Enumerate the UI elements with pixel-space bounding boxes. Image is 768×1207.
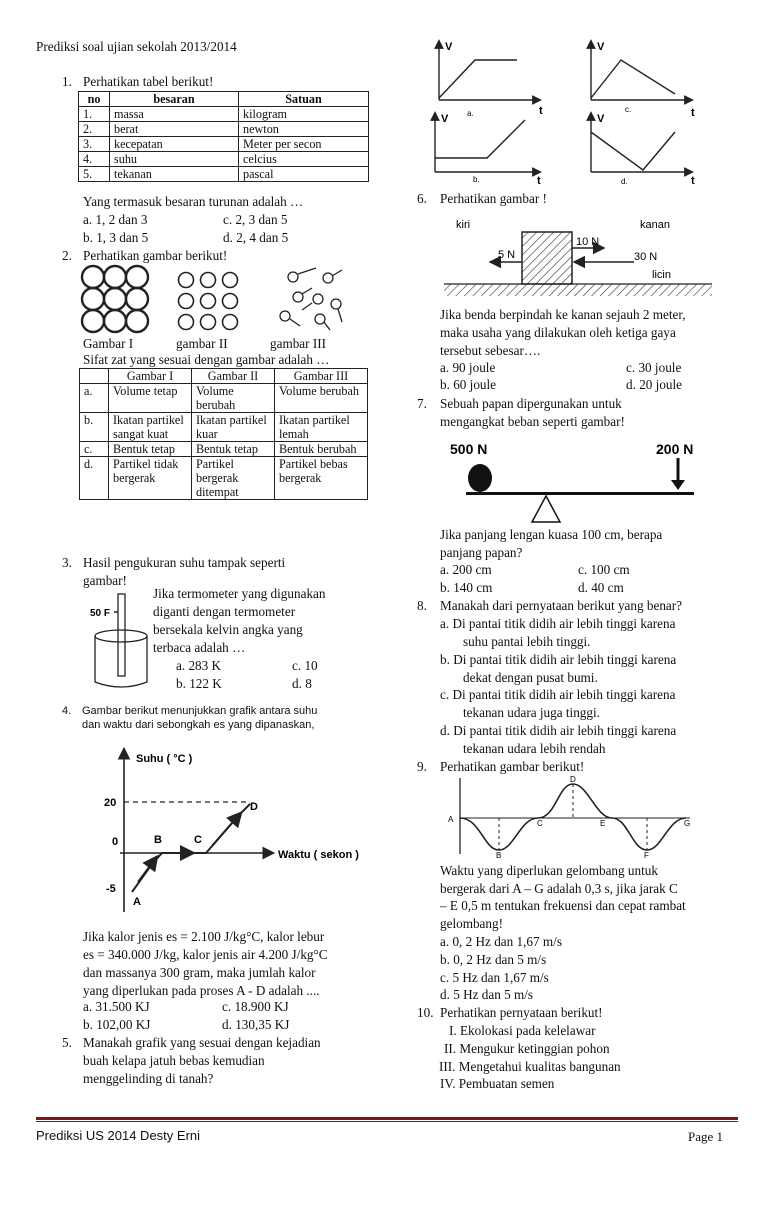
table-cell: 2. [79,122,110,137]
q4-number: 4. [62,705,72,717]
table-cell: a. [80,384,109,413]
wave-point-f: F [644,851,649,858]
table-cell: 3. [79,137,110,152]
q7-line-2: mengangkat beban seperti gambar! [440,414,625,429]
q9-option-c: c. 5 Hz dan 1,67 m/s [440,970,549,985]
table-cell: Partikel tidak bergerak [109,457,192,500]
q10-item-2: II. Mengukur ketinggian pohon [444,1041,610,1056]
wave-diagram [444,774,700,858]
gambar-i-caption: Gambar I [83,336,134,351]
table-cell: Partikel bebas bergerak [275,457,368,500]
lever-diagram [446,436,706,526]
t-label: t [537,175,541,187]
q9-paragraph-1: Waktu yang diperlukan gelombang untuk [440,863,658,878]
footer-rule-thin [36,1121,738,1122]
v-label: V [597,41,605,53]
q5-line-1: Manakah grafik yang sesuai dengan kejadian [83,1035,321,1050]
label-licin: licin [652,269,671,281]
q9-text: Perhatikan gambar berikut! [440,759,585,774]
table-row [79,152,369,167]
q6-option-c: c. 30 joule [626,360,682,375]
graph-x-label: Waktu ( sekon ) [278,849,359,861]
table-header: Gambar II [192,369,275,384]
q7-option-c: c. 100 cm [578,562,630,577]
v-label: V [441,113,449,125]
table-header [80,369,109,384]
force-10n-label: 10 N [576,236,600,248]
point-a: A [133,896,141,908]
temperature-time-graph [100,742,390,918]
q4-option-a: a. 31.500 KJ [83,999,150,1014]
q5-number: 5. [62,1035,72,1050]
q3-desc-2: diganti dengan termometer [153,604,296,619]
q6-paragraph-1: Jika benda berpindah ke kanan sejauh 2 meter, [440,307,686,322]
table-header-row [79,92,369,107]
q10-number: 10. [417,1005,434,1020]
q4-option-b: b. 102,00 KJ [83,1017,151,1032]
q3-desc-4: terbaca adalah … [153,640,246,655]
q7-paragraph-2: panjang papan? [440,545,523,560]
wave-point-b: B [496,851,502,858]
q3-option-d: d. 8 [292,676,312,691]
q3-text-1: Hasil pengukuran suhu tampak seperti [83,555,286,570]
graph-y-label: Suhu ( °C ) [136,753,193,765]
wave-point-a: A [448,815,454,824]
table-cell: newton [239,122,369,137]
q4-line-2: dan waktu dari sebongkah es yang dipanaskan, [82,719,315,731]
q1-option-a: a. 1, 2 dan 3 [83,212,148,227]
v-label: V [597,113,605,125]
table-cell: kilogram [239,107,369,122]
graph-d-caption: d. [621,177,628,186]
q3-option-c: c. 10 [292,658,318,673]
q8-option-b-1: b. Di pantai titik didih air lebih tinggi karena [440,652,677,667]
q6-text: Perhatikan gambar ! [440,191,547,206]
gambar-ii-caption: gambar II [176,336,228,351]
footer-page-number: Page 1 [688,1129,724,1144]
graph-a-caption: a. [467,109,474,118]
t-label: t [539,105,543,117]
tick-20: 20 [104,797,117,809]
velocity-time-graphs [425,36,715,188]
q4-paragraph-1: Jika kalor jenis es = 2.100 J/kg°C, kalor lebur [83,929,325,944]
graph-option-b [435,116,537,172]
table-cell: Meter per secon [239,137,369,152]
table-header: no [79,92,110,107]
label-kiri: kiri [456,219,471,231]
thermometer-diagram [86,592,152,692]
table-row [79,122,369,137]
table-cell: b. [80,413,109,442]
graph-option-c [591,44,689,100]
q7-option-d: d. 40 cm [578,580,624,595]
q6-option-d: d. 20 joule [626,377,683,392]
q4-line-1: Gambar berikut menunjukkan grafik antara suhu [82,705,318,717]
q1-prompt: Yang termasuk besaran turunan adalah … [83,194,304,209]
graph-option-d [591,116,689,172]
load-500n-label: 500 N [450,441,488,457]
q5-line-2: buah kelapa jatuh bebas kemudian [83,1053,265,1068]
table-cell: 4. [79,152,110,167]
t-label: t [691,175,695,187]
table-cell: Bentuk tetap [109,442,192,457]
table-row [80,457,368,500]
effort-200n-label: 200 N [656,441,694,457]
table-cell: 1. [79,107,110,122]
q1-option-b: b. 1, 3 dan 5 [83,230,149,245]
thermometer-reading-label: 50 F [90,608,111,619]
table-cell: pascal [239,167,369,182]
q10-item-4: IV. Pembuatan semen [440,1076,555,1091]
t-label: t [691,107,695,119]
q6-number: 6. [417,191,427,206]
footer-rule [36,1117,738,1120]
q3-option-b: b. 122 K [176,676,222,691]
wave-point-e: E [600,819,606,828]
q2-table [79,368,368,500]
q1-text: Perhatikan tabel berikut! [83,74,214,89]
q10-text: Perhatikan pernyataan berikut! [440,1005,603,1020]
q7-line-1: Sebuah papan dipergunakan untuk [440,396,622,411]
q9-paragraph-4: gelombang! [440,916,503,931]
point-c: C [194,834,202,846]
point-b: B [154,834,162,846]
table-row [80,413,368,442]
table-cell: kecepatan [110,137,239,152]
gambar-iii-gas-particles [280,268,342,330]
q1-option-d: d. 2, 4 dan 5 [223,230,289,245]
force-5n-label: 5 N [498,249,516,261]
gambar-ii-liquid-particles [179,273,238,330]
wave-point-c: C [537,819,543,828]
page-header: Prediksi soal ujian sekolah 2013/2014 [36,39,237,54]
table-cell: Ikatan partikel kuar [192,413,275,442]
q1-number: 1. [62,74,72,89]
forces-on-block-diagram [444,214,714,300]
q8-option-c-2: tekanan udara juga tinggi. [463,705,600,720]
table-cell: Bentuk tetap [192,442,275,457]
tick-minus-5: -5 [106,883,116,895]
graph-b-caption: b. [473,175,480,184]
q6-option-a: a. 90 joule [440,360,496,375]
table-cell: Partikel bergerak ditempat [192,457,275,500]
q3-desc-1: Jika termometer yang digunakan [153,586,326,601]
graph-option-a [439,44,537,100]
q6-paragraph-2: maka usaha yang dilakukan oleh ketiga gaya [440,325,676,340]
point-d: D [250,801,258,813]
q4-paragraph-2: es = 340.000 J/kg, kalor jenis air 4.200 J/kg°C [83,947,328,962]
q8-option-d-2: tekanan udara lebih rendah [463,741,606,756]
q3-desc-3: bersekala kelvin angka yang [153,622,303,637]
q4-option-c: c. 18.900 KJ [222,999,289,1014]
q9-option-d: d. 5 Hz dan 5 m/s [440,987,534,1002]
table-cell: 5. [79,167,110,182]
v-label: V [445,41,453,53]
q8-option-b-2: dekat dengan pusat bumi. [463,670,598,685]
q10-item-1: I. Ekolokasi pada kelelawar [449,1023,596,1038]
table-cell: c. [80,442,109,457]
table-cell: d. [80,457,109,500]
table-row [79,137,369,152]
q6-option-b: b. 60 joule [440,377,497,392]
q2-prompt: Sifat zat yang sesuai dengan gambar adalah … [83,352,330,367]
q9-number: 9. [417,759,427,774]
q9-paragraph-3: – E 0,5 m tentukan frekuensi dan cepat rambat [440,898,686,913]
table-row [80,384,368,413]
particle-diagrams [80,264,360,336]
q8-option-a-2: suhu pantai lebih tinggi. [463,634,591,649]
q4-option-d: d. 130,35 KJ [222,1017,290,1032]
table-cell: Bentuk berubah [275,442,368,457]
table-header: Gambar I [109,369,192,384]
q4-paragraph-4: yang diperlukan pada proses A - D adalah .... [83,983,320,998]
wave-point-d: D [570,775,576,784]
table-cell: tekanan [110,167,239,182]
q1-table [78,91,369,182]
q7-option-b: b. 140 cm [440,580,493,595]
table-cell: massa [110,107,239,122]
q6-paragraph-3: tersebut sebesar…. [440,343,541,358]
q2-text: Perhatikan gambar berikut! [83,248,228,263]
q7-paragraph-1: Jika panjang lengan kuasa 100 cm, berapa [440,527,663,542]
table-cell: Ikatan partikel sangat kuat [109,413,192,442]
q5-line-3: menggelinding di tanah? [83,1071,214,1086]
force-30n-label: 30 N [634,251,658,263]
gambar-iii-caption: gambar III [270,336,327,351]
q8-option-c-1: c. Di pantai titik didih air lebih tinggi karena [440,687,676,702]
q10-item-3: III. Mengetahui kualitas bangunan [439,1059,621,1074]
q8-number: 8. [417,598,427,613]
gambar-i-solid-particles [82,266,148,332]
q1-option-c: c. 2, 3 dan 5 [223,212,288,227]
table-cell: Volume berubah [192,384,275,413]
q8-option-d-1: d. Di pantai titik didih air lebih tinggi karena [440,723,677,738]
q9-option-a: a. 0, 2 Hz dan 1,67 m/s [440,934,562,949]
table-cell: suhu [110,152,239,167]
graph-c-caption: c. [625,105,632,114]
q4-paragraph-3: dan massanya 300 gram, maka jumlah kalor [83,965,316,980]
q8-text: Manakah dari pernyataan berikut yang benar? [440,598,683,613]
q2-number: 2. [62,248,72,263]
table-row [79,107,369,122]
wave-point-g: G [684,819,691,828]
table-header: besaran [110,92,239,107]
q9-option-b: b. 0, 2 Hz dan 5 m/s [440,952,547,967]
table-cell: celcius [239,152,369,167]
q8-option-a-1: a. Di pantai titik didih air lebih tinggi karena [440,616,676,631]
label-kanan: kanan [640,219,670,231]
table-row [80,442,368,457]
table-header: Satuan [239,92,369,107]
q3-text-2: gambar! [83,573,127,588]
q7-number: 7. [417,396,427,411]
q9-paragraph-2: bergerak dari A – G adalah 0,3 s, jika jarak C [440,881,678,896]
table-cell: Volume berubah [275,384,368,413]
table-cell: Ikatan partikel lemah [275,413,368,442]
footer-left: Prediksi US 2014 Desty Erni [36,1128,201,1143]
tick-0: 0 [112,836,119,848]
table-cell: berat [110,122,239,137]
table-cell: Volume tetap [109,384,192,413]
q3-number: 3. [62,555,72,570]
q3-option-a: a. 283 K [176,658,222,673]
q7-option-a: a. 200 cm [440,562,492,577]
table-header: Gambar III [275,369,368,384]
table-row [79,167,369,182]
table-header-row [80,369,368,384]
